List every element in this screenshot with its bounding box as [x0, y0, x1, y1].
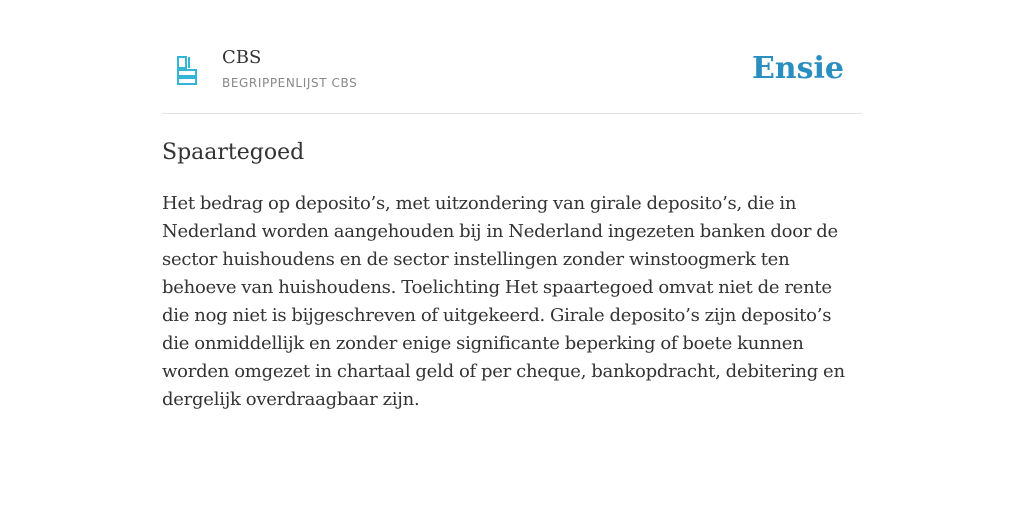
- definition-card: [162, 0, 862, 414]
- card-header: [162, 0, 862, 114]
- ensie-brand-link[interactable]: Ensie: [751, 51, 844, 86]
- term-title: Spaartegoed: [162, 140, 305, 165]
- source-subtitle[interactable]: BEGRIPPENLIJST CBS: [222, 76, 358, 90]
- cbs-logo-icon[interactable]: [176, 56, 198, 86]
- source-name[interactable]: CBS: [222, 47, 262, 68]
- definition-text: Het bedrag op deposito’s, met uitzondering van girale deposito’s, die in Nederland worden aangehouden bij in Nederland ingezeten banken door de sector huishoudens en de sector instellingen zonder winstoogmerk ten behoeve van huishoudens. Toelichting Het spaartegoed omvat niet de rente die nog niet is bijgeschreven of uitgekeerd. Girale deposito’s zijn deposito’s die onmiddellijk en zonder enige significante beperking of boete kunnen worden omgezet in chartaal geld of per cheque, bankopdracht, debitering en dergelijk overdraagbaar zijn.: [162, 193, 845, 410]
